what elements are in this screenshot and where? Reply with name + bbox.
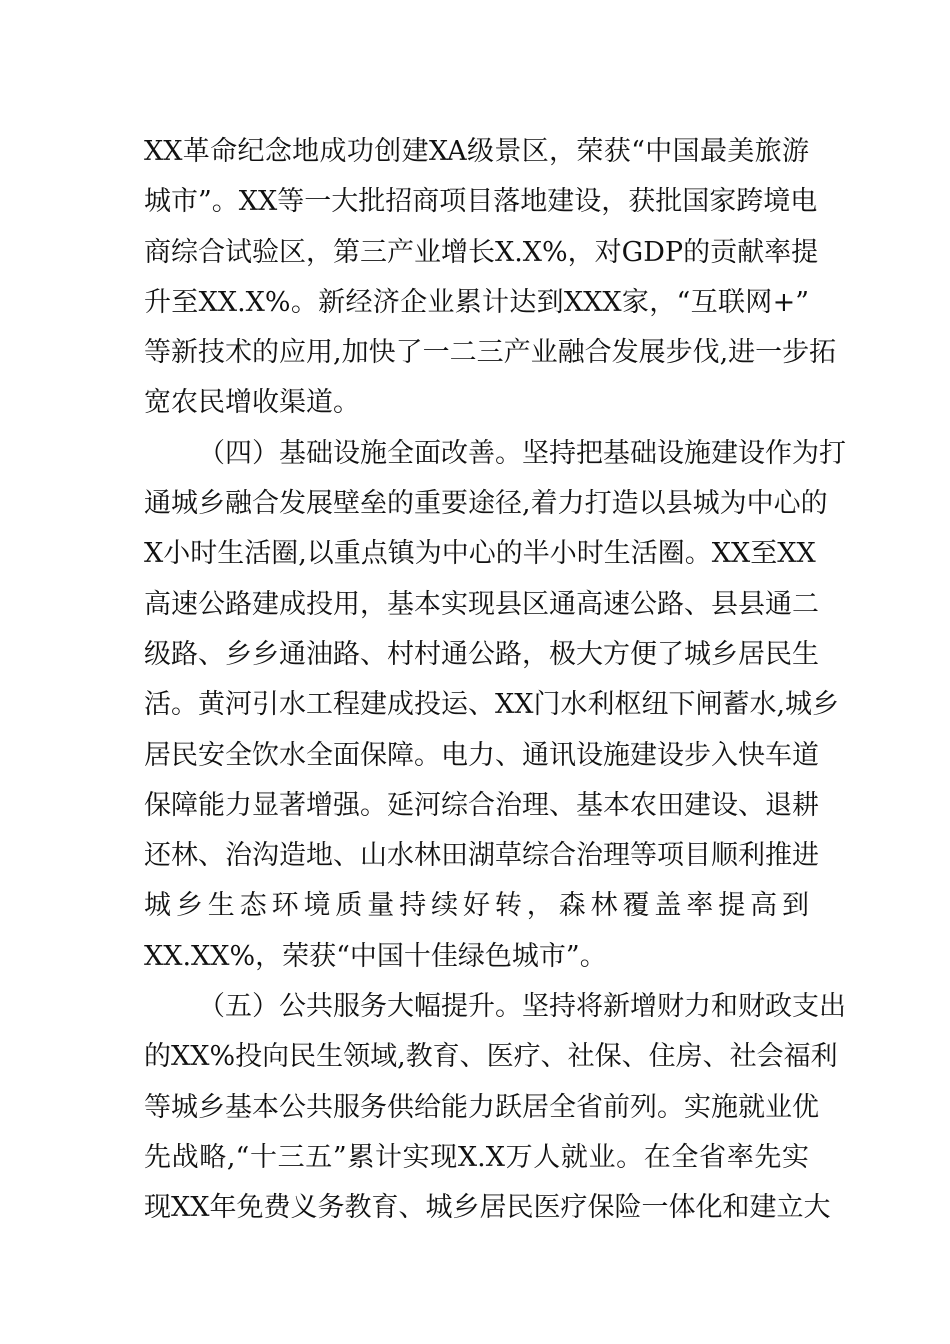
text-line: 现XX年免费义务教育、城乡居民医疗保险一体化和建立大 — [144, 1192, 831, 1224]
text-line: 先战略,“十三五”累计实现X.X万人就业。在全省率先实 — [144, 1141, 809, 1173]
text-line: 活。黄河引水工程建成投运、XX门水利枢纽下闸蓄水,城乡 — [144, 689, 840, 721]
text-line: 保障能力显著增强。延河综合治理、基本农田建设、退耕 — [144, 789, 819, 821]
text-line: 级路、乡乡通油路、村村通公路，极大方便了城乡居民生 — [144, 638, 819, 670]
text-line: XX革命纪念地成功创建XA级景区，荣获“中国最美旅游 — [144, 136, 809, 167]
text-line: X小时生活圈,以重点镇为中心的半小时生活圈。XX至XX — [144, 538, 816, 570]
text-line: 城市”。XX等一大批招商项目落地建设，获批国家跨境电 — [144, 186, 818, 218]
text-line: 通城乡融合发展壁垒的重要途径,着力打造以县城为中心的 — [144, 488, 828, 520]
text-line: 等新技术的应用,加快了一二三产业融合发展步伐,进一步拓 — [144, 337, 837, 369]
text-line: 居民安全饮水全面保障。电力、通讯设施建设步入快车道 — [144, 739, 819, 771]
text-line: XX.XX%，荣获“中国十佳绿色城市”。 — [144, 940, 607, 972]
text-line: 高速公路建成投用，基本实现县区通高速公路、县县通二 — [144, 588, 819, 620]
text-line: 等城乡基本公共服务供给能力跃居全省前列。实施就业优 — [144, 1091, 819, 1123]
document-body — [144, 127, 846, 1234]
text-line: 升至XX.X%。新经济企业累计达到XXX家，“互联网+” — [144, 286, 809, 318]
text-line: 的XX%投向民生领域,教育、医疗、社保、住房、社会福利 — [144, 1041, 838, 1073]
text-line: 商综合试验区，第三产业增长X.X%，对GDP的贡献率提 — [144, 236, 819, 268]
text-line: 宽农民增收渠道。 — [144, 387, 360, 419]
text-line: 还林、治沟造地、山水林田湖草综合治理等项目顺利推进 — [144, 840, 819, 872]
paragraph-heading-line: （四）基础设施全面改善。坚持把基础设施建设作为打 — [198, 437, 846, 469]
paragraph-heading-line: （五）公共服务大幅提升。坚持将新增财力和财政支出 — [198, 991, 846, 1023]
text-line: 城乡生态环境质量持续好转，森林覆盖率提高到 — [144, 890, 809, 922]
